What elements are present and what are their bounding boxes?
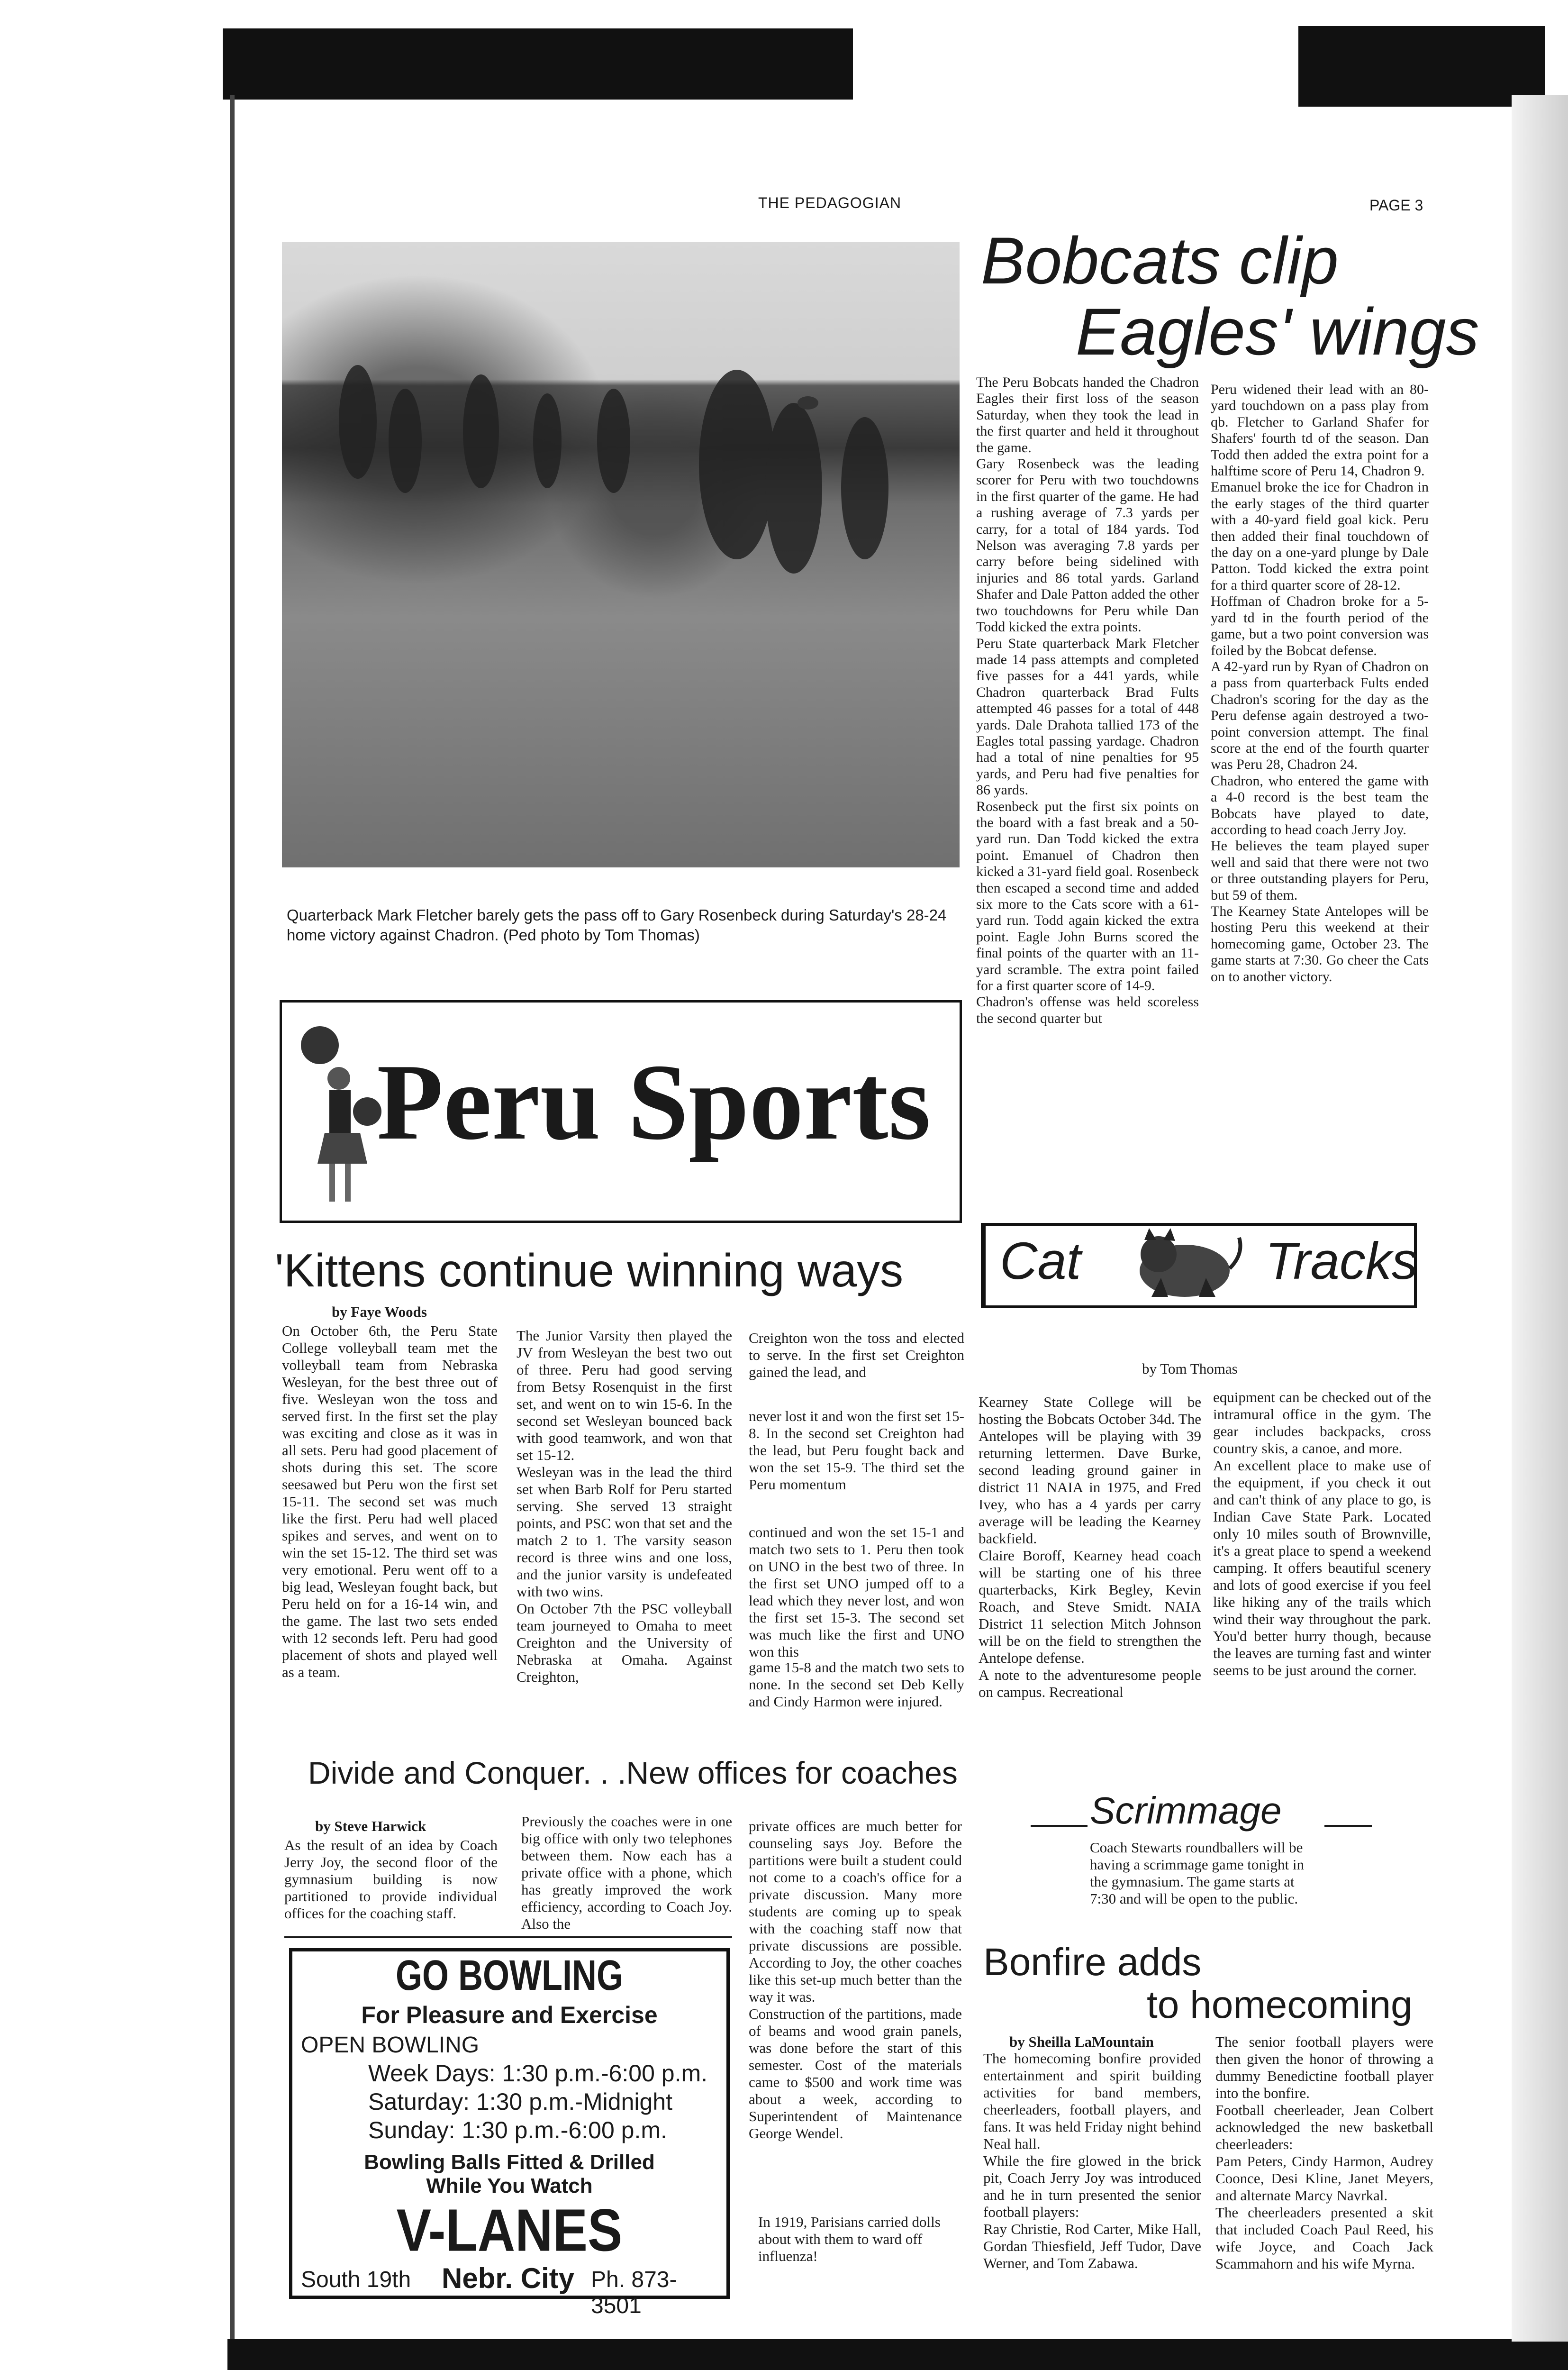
divide-column-3: private offices are much better for counseling says Joy. Before the partitions were built a student could not come to a coach's office for a private discussion. Many more students are coming up to speak with the coaching staff now that private discussions are possible. According to Joy, the other coaches like this set-up much better than the way it was. Construction of the partitions, made of beams and wood grain panels, was done before the start of this semester. Cost of the materials came to $500 and work time was about a week, according to Superintendent of Maintenance George Wendel. <box>749 1818 962 2142</box>
bowling-hours-weekdays: Week Days: 1:30 p.m.-6:00 p.m. <box>368 2060 708 2087</box>
bowling-hours-saturday: Saturday: 1:30 p.m.-Midnight <box>368 2088 672 2115</box>
peru-sports-box <box>280 1000 962 1223</box>
cheerleader-illustration <box>296 1021 381 1211</box>
bowling-ad <box>289 1948 730 2318</box>
bowling-address: South 19th <box>301 2267 411 2292</box>
bowling-hours-sunday: Sunday: 1:30 p.m.-6:00 p.m. <box>368 2117 667 2143</box>
bowling-name: V-LANES <box>396 2197 623 2264</box>
scan-top-dark-left <box>223 28 853 100</box>
bowling-drill-line-1: Bowling Balls Fitted & Drilled <box>364 2151 655 2174</box>
bonfire-headline-1: Bonfire adds <box>983 1941 1202 1984</box>
cat-tracks-box <box>981 1223 1417 1308</box>
bowling-drill-line-2: While You Watch <box>426 2174 593 2197</box>
kittens-column-3d: game 15-8 and the match two sets to none. In the second set Deb Kelly and Cindy Harmon were injured. <box>749 1659 964 1710</box>
kittens-column-3c: continued and won the set 15-1 and match two sets to 1. Peru then took on UNO in the best two of three. In the first set UNO jumped off to a lead which they never lost, and won the first set 15-3. The second set was much like the first and UNO won this <box>749 1524 964 1660</box>
peru-sports-title: Peru Sports <box>377 1041 931 1162</box>
photo-caption: Quarterback Mark Fletcher barely gets the pass off to Gary Rosenbeck during Saturday's 28-24 home victory against Chadron. (Ped photo by Tom Thomas) <box>287 906 947 944</box>
bowling-line-1: GO BOWLING <box>396 1952 623 1999</box>
bonfire-column-1: The homecoming bonfire provided entertainment and spirit building activities for band members, cheerleaders, football players, and fans. It was held Friday night behind Neal hall. While the fire glowed in the brick pit, Coach Jerry Joy was introduced and he in turn presented the senior football players: Ray Christie, Rod Carter, Mike Hall, Gordan Thiesfield, Jeff Tudor, Dave Werner, and Tom Zabawa. <box>983 2050 1201 2271</box>
scan-top-dark-right <box>1298 26 1545 107</box>
bobcats-headline-2: Eagles' wings <box>1076 294 1479 369</box>
scan-right-shadow <box>1512 95 1568 2342</box>
football-photo <box>282 242 960 867</box>
bobcats-headline-1: Bobcats clip <box>981 223 1339 298</box>
bowling-line-2: For Pleasure and Exercise <box>361 2002 658 2028</box>
bobcats-column-2: Peru widened their lead with an 80-yard touchdown on a pass play from qb. Fletcher to Garland Shafer for Shafers' fourth td of the season. Dan Todd then added the extra point for a halftime score of Peru 14, Chadron 9. Emanuel broke the ice for Chadron in the early stages of the third quarter with a 40-yard field goal kick. Peru then added their final touchdown of the day on a one-yard plunge by Dale Patton. Todd kicked the extra point for a third quarter score of 28-12. Hoffman of Chadron broke for a 5-yard td in the fourth period of the game, but a two point conversion was foiled by the Bobcat defense. A 42-yard run by Ryan of Chadron on a pass from quarterback Fults ended Chadron's scoring for the day as the Peru defense again destroyed a two-point conversion attempt. The final score at the end of the fourth quarter was Peru 28, Chadron 24. Chadron, who entered the game with a 4-0 record is the best team the Bobcats have played to date, according to head coach Jerry Joy. He believes the team played super well and said that there were not two or three outstanding players for Peru, but 59 of them. The Kearney State Antelopes will be hosting Peru this weekend at their homecoming game, October 23. The game starts at 7:30. Go cheer the Cats on to another victory. <box>1211 382 1429 984</box>
divide-column-2: Previously the coaches were in one big office with only two telephones between them. Now each has a private office with a phone, which has greatly improved the work efficiency, according to Coach Joy. Also the <box>521 1813 732 1932</box>
kittens-column-3b: never lost it and won the first set 15-8. In the second set Creighton had the lead, but Peru fought back and won the set 15-9. The third set the Peru momentum <box>749 1408 964 1493</box>
cat-tracks-byline: by Tom Thomas <box>1142 1360 1238 1377</box>
cat-tracks-column-2: equipment can be checked out of the intramural office in the gym. The gear includes backpacks, cross country skis, a canoe, and more. An excellent place to make use of the equipment, if you check it out and can't think of any place to go, is Indian Cave State Park. Located only 10 miles south of Brownville, it's a great place to spend a weekend camping. It offers beautiful scenery and lots of good exercise if you feel like hiking any of the trails which wind their way throughout the park. You'd better hurry though, because the leaves are turning fast and winter seems to be just around the corner. <box>1213 1389 1431 1678</box>
scan-bottom-band <box>227 2339 1568 2370</box>
bowling-city: Nebr. City <box>442 2262 575 2294</box>
scrimmage-rule-left <box>1031 1825 1088 1827</box>
bowling-phone: Ph. 873-3501 <box>591 2267 677 2318</box>
kittens-column-3a: Creighton won the toss and elected to serve. In the first set Creighton gained the lead, and <box>749 1330 964 1380</box>
scan-left-edge <box>230 95 235 2370</box>
paper-name: THE PEDAGOGIAN <box>758 194 902 211</box>
divide-headline: Divide and Conquer. . .New offices for coaches <box>308 1755 958 1790</box>
divide-byline: by Steve Harwick <box>315 1818 426 1834</box>
bonfire-headline-2: to homecoming <box>1147 1983 1413 2026</box>
bowling-open: OPEN BOWLING <box>301 2033 480 2058</box>
cat-drawing-icon <box>1123 1226 1246 1306</box>
divide-rule <box>284 1936 732 1938</box>
scrimmage-title: Scrimmage <box>1090 1789 1282 1832</box>
bonfire-column-2: The senior football players were then given the honor of throwing a dummy Benedictine football player into the bonfire. Football cheerleader, Jean Colbert acknowledged the new basketball cheerleaders: Pam Peters, Cindy Harmon, Audrey Coonce, Desi Kline, Janet Meyers, and alternate Marcy Navrkal. The cheerleaders presented a skit that included Coach Paul Reed, his wife Joyce, and Coach Jack Scammahorn and his wife Myrna. <box>1215 2033 1433 2272</box>
kittens-byline: by Faye Woods <box>332 1304 427 1320</box>
filler-note: In 1919, Parisians carried dolls about with them to ward off influenza! <box>758 2214 941 2264</box>
kittens-column-1: On October 6th, the Peru State College volleyball team met the volleyball team from Nebraska Wesleyan, for the best three out of five. Wesleyan won the toss and served first. In the first set the play was exciting and close as it was in all sets. Peru had good placement of shots during this set. The score seesawed but Peru won the first set 15-11. The second set was much like the first. Peru had well placed spikes and serves, and went on to win the set 15-12. The third set was very emotional. Peru went off to a big lead, Wesleyan fought back, but Peru held on for a 16-14 win, and the game. The last two sets ended with 12 seconds left. Peru had good placement of shots and played well as a team. <box>282 1322 498 1680</box>
scrimmage-body: Coach Stewarts roundballers will be having a scrimmage game tonight in the gymnasium. The game starts at 7:30 and will be open to the public. <box>1090 1839 1304 1907</box>
cat-tracks-title-left: Cat <box>1000 1232 1081 1290</box>
cat-tracks-column-1: Kearney State College will be hosting the Bobcats October 34d. The Antelopes will be playing with 39 returning lettermen. Dave Burke, second leading ground gainer in district 11 NAIA in 1975, and Fred Ivey, who has a 4 yards per carry average will be leading the Kearney backfield. Claire Boroff, Kearney head coach will be starting one of his three quarterbacks, Kirk Begley, Kevin Roach, and Steve Smidt. NAIA District 11 selection Mitch Johnson will be on the field to strengthen the Antelope defense. A note to the adventuresome people on campus. Recreational <box>979 1394 1201 1700</box>
page-number: PAGE 3 <box>1369 197 1423 214</box>
cat-tracks-title-right: Tracks <box>1265 1232 1418 1290</box>
scrimmage-rule-right <box>1324 1825 1372 1827</box>
kittens-headline: 'Kittens continue winning ways <box>275 1244 904 1296</box>
football-players-illustration <box>282 242 960 867</box>
bobcats-column-1: The Peru Bobcats handed the Chadron Eagles their first loss of the season Saturday, when they took the lead in the first quarter and held it throughout the game. Gary Rosenbeck was the leading scorer for Peru with two touchdowns in the first quarter of the game. He had a rushing average of 7.3 yards per carry, for a total of 184 yards. Tod Nelson was averaging 7.8 yards per carry before being sidelined with injuries and 86 total yards. Garland Shafer and Dale Patton added the other two touchdowns for Peru while Dan Todd kicked the extra points. Peru State quarterback Mark Fletcher made 14 pass attempts and completed five passes for a 441 yards, while Chadron quarterback Brad Fults attempted 46 passes for a total of 448 yards. Dale Drahota tallied 173 of the Eagles total passing yardage. Chadron had a total of nine penalties for 95 yards, and Peru had five penalties for 86 yards. Rosenbeck put the first six points on the board with a fast break and a 50-yard run. Dan Todd kicked the extra point. Emanuel of Chadron then kicked a 31-yard field goal. Rosenbeck then escaped a second time and added six more to the Cats score with a 61-yard run. Todd again kicked the extra point. Eagle John Burns scored the final points of the quarter with an 11-yard scramble. The extra point failed for a first quarter score of 14-9. Chadron's offense was held scoreless the second quarter but <box>976 374 1199 1026</box>
kittens-column-2: The Junior Varsity then played the JV from Wesleyan the best two out of three. Peru had good serving from Betsy Rosenquist in the first set, and went on to win 15-6. In the second set Wesleyan bounced back with good teamwork, and won that set 15-12. Wesleyan was in the lead the third set when Barb Rolf for Peru started serving. She served 13 straight points, and PSC won that set and the match 2 to 1. The varsity season record is three wins and one loss, and the junior varsity is undefeated with two wins. On October 7th the PSC volleyball team journeyed to Omaha to meet Creighton and the University of Nebraska at Omaha. Against Creighton, <box>517 1327 732 1685</box>
bonfire-byline: by Sheilla LaMountain <box>1009 2033 1154 2050</box>
divide-column-1: As the result of an idea by Coach Jerry Joy, the second floor of the gymnasium building is now partitioned to provide individual offices for the coaching staff. <box>284 1837 498 1922</box>
